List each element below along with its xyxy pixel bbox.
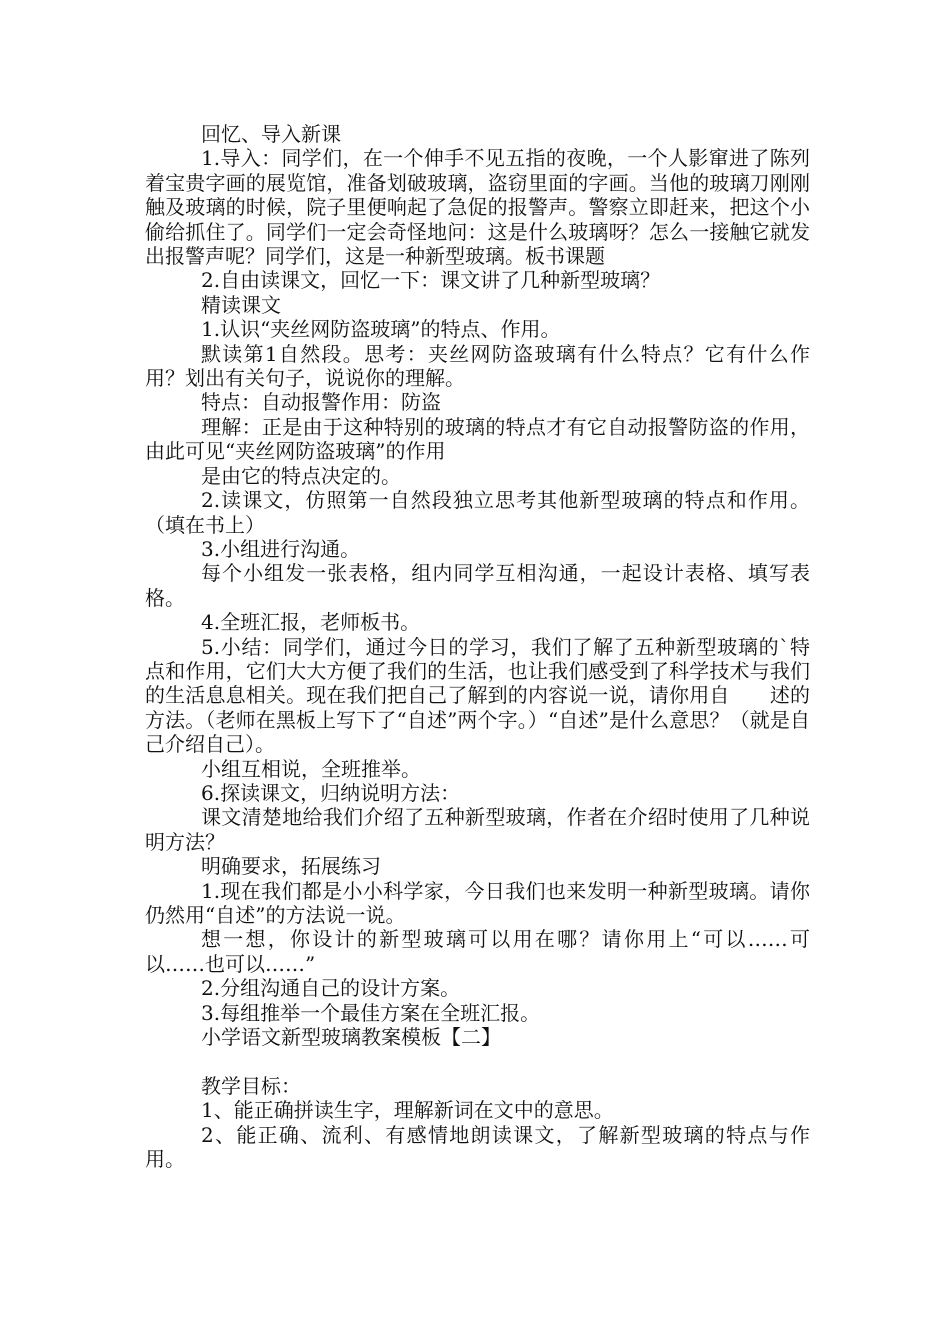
paragraph-recognize-glass: 1.认识“夹丝网防盗玻璃”的特点、作用。 [201, 317, 561, 342]
paragraph-class-report: 4.全班汇报，老师板书。 [201, 610, 421, 635]
section-heading-review: 回忆、导入新课 [201, 122, 341, 146]
paragraph-features: 特点：自动报警作用：防盗 [201, 390, 441, 415]
paragraph-best-plan: 3.每组推举一个最佳方案在全班汇报。 [201, 1000, 541, 1025]
paragraph-group-communication: 3.小组进行沟通。 [201, 536, 361, 561]
section-heading-extension: 明确要求，拓展练习 [201, 854, 381, 879]
paragraph-determined: 是由它的特点决定的。 [201, 463, 401, 488]
document-page [145, 122, 810, 1171]
paragraph-intro: 1.导入：同学们，在一个伸手不见五指的夜晚，一个人影窜进了陈列着宝贵字画的展览馆，准备划破玻璃，盗窃里面的字画。当他的玻璃刀刚刚触及玻璃的时候，院子里便响起了急促的报警声。警察立即赶来，把这个小偷给抓住了。同学们一定会奇怪地问：这是什么玻璃呀？怎么一接触它就发出报警声呢？同学们，这是一种新型玻璃。板书课题 [145, 146, 810, 269]
paragraph-explanation-methods: 课文清楚地给我们介绍了五种新型玻璃，作者在介绍时使用了几种说明方法？ [145, 805, 810, 854]
paragraph-goal-one: 1、能正确拼读生字，理解新词在文中的意思。 [201, 1098, 614, 1123]
paragraph-group-talk: 小组互相说，全班推举。 [201, 756, 421, 781]
paragraph-summary: 5.小结：同学们，通过今日的学习，我们了解了五种新型玻璃的`特点和作用，它们大大方便了我们的生活，也让我们感受到了科学技术与我们的生活息息相关。现在我们把自己了解到的内容说一说，请你用自 述的方法。（老师在黑板上写下了“自述”两个字。）“自述”是什么意思？（就是自己介绍自己）。 [145, 634, 810, 757]
paragraph-read-text: 2.读课文，仿照第一自然段独立思考其他新型玻璃的特点和作用。（填在书上） [145, 488, 810, 537]
paragraph-explore: 6.探读课文，归纳说明方法： [201, 780, 461, 805]
section-title-template-two: 小学语文新型玻璃教案模板【二】 [201, 1025, 501, 1050]
paragraph-invent-glass: 1.现在我们都是小小科学家，今日我们也来发明一种新型玻璃。请你仍然用“自述”的方法说一说。 [145, 878, 810, 927]
paragraph-goal-two: 2、能正确、流利、有感情地朗读课文，了解新型玻璃的特点与作用。 [145, 1122, 810, 1172]
paragraph-free-reading: 2.自由读课文，回忆一下：课文讲了几种新型玻璃？ [201, 268, 661, 293]
paragraph-understanding: 理解：正是由于这种特别的玻璃的特点才有它自动报警防盗的作用，由此可见“夹丝网防盗玻璃”的作用 [145, 414, 810, 464]
paragraph-think: 想一想，你设计的新型玻璃可以用在哪？请你用上“可以……可以……也可以……” [145, 927, 810, 976]
blank-line [145, 1049, 810, 1073]
paragraph-form: 每个小组发一张表格，组内同学互相沟通，一起设计表格、填写表格。 [145, 561, 810, 610]
section-heading-close-reading: 精读课文 [201, 292, 281, 317]
section-heading-teaching-goals: 教学目标： [201, 1073, 301, 1098]
paragraph-group-design: 2.分组沟通自己的设计方案。 [201, 976, 461, 1001]
paragraph-silent-reading: 默读第1自然段。思考：夹丝网防盗玻璃有什么特点？它有什么作用？划出有关句子，说说你的理解。 [145, 341, 810, 391]
